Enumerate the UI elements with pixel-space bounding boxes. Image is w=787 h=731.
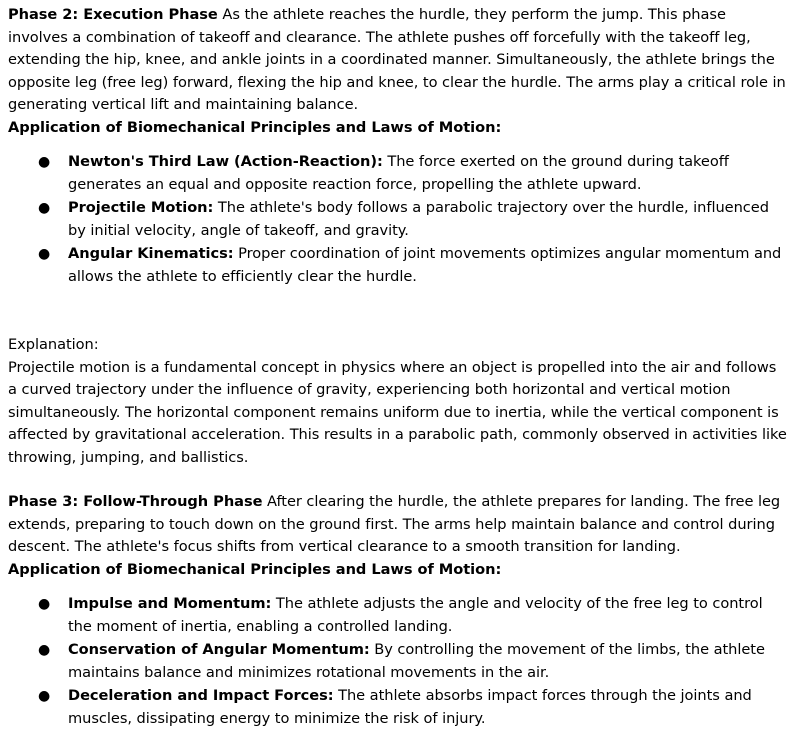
bullet-icon: ● — [38, 642, 51, 658]
list-item — [8, 685, 787, 730]
bullet-icon: ● — [38, 596, 51, 612]
phase2-paragraph — [8, 4, 787, 117]
phase3-application-heading: Application of Biomechanical Principles and Laws of Motion: — [8, 560, 502, 578]
list-item-text: The force exerted on the ground during takeoff generates an equal and opposite reaction force, propelling the athlete upward. — [68, 153, 729, 193]
list-item-text: The athlete's body follows a parabolic trajectory over the hurdle, influenced by initial velocity, angle of takeoff, and gravity. — [68, 199, 769, 239]
phase3-text: After clearing the hurdle, the athlete prepares for landing. The free leg extends, preparing to touch down on the ground first. The arms help maintain balance and control during descent. The athlete's focus shifts from vertical clearance to a smooth transition for landing. — [8, 493, 781, 555]
list-item-title: Conservation of Angular Momentum: — [68, 641, 370, 658]
bullet-icon: ● — [38, 154, 51, 170]
phase3-bullet-list — [8, 593, 787, 730]
bullet-icon: ● — [38, 246, 51, 262]
explanation-text: Projectile motion is a fundamental concept in physics where an object is propelled into the air and follows a curved trajectory under the influence of gravity, experiencing both horizontal and vertical motion simultaneously. The horizontal component remains uniform due to inertia, while the vertical component is affected by gravitational acceleration. This results in a parabolic path, commonly observed in activities like throwing, jumping, and ballistics. — [8, 358, 787, 466]
list-item-text: By controlling the movement of the limbs, the athlete maintains balance and minimizes rotational movements in the air. — [68, 641, 765, 681]
list-item-title: Projectile Motion: — [68, 199, 214, 216]
phase2-application-heading: Application of Biomechanical Principles and Laws of Motion: — [8, 118, 502, 136]
list-item — [8, 639, 787, 684]
list-item — [8, 243, 787, 288]
explanation-label: Explanation: — [8, 336, 99, 353]
spacer — [8, 139, 787, 151]
list-item — [8, 197, 787, 242]
phase2-heading: Phase 2: Execution Phase — [8, 6, 218, 23]
spacer — [8, 581, 787, 593]
list-item-title: Deceleration and Impact Forces: — [68, 687, 334, 704]
document-body — [8, 4, 787, 731]
list-item-title: Newton's Third Law (Action-Reaction): — [68, 153, 383, 170]
phase2-text: As the athlete reaches the hurdle, they perform the jump. This phase involves a combination of takeoff and clearance. The athlete pushes off forcefully with the takeoff leg, extending the hip, knee, and ankle joints in a coordinated manner. Simultaneously, the athlete brings the opposite leg (free leg) forward, flexing the hip and knee, to clear the hurdle. The arms play a critical role in generating vertical lift and maintaining balance. — [8, 6, 786, 113]
bullet-icon: ● — [38, 200, 51, 216]
list-item-text: The athlete adjusts the angle and velocity of the free leg to control the moment of inertia, enabling a controlled landing. — [68, 595, 763, 635]
list-item — [8, 151, 787, 196]
list-item-text: Proper coordination of joint movements optimizes angular momentum and allows the athlete to efficiently clear the hurdle. — [68, 245, 782, 285]
phase3-paragraph — [8, 491, 787, 559]
list-item-text: The athlete absorbs impact forces through the joints and muscles, dissipating energy to minimize the risk of injury. — [68, 687, 752, 727]
spacer — [8, 469, 787, 491]
spacer — [8, 289, 787, 334]
list-item-title: Angular Kinematics: — [68, 245, 234, 262]
list-item — [8, 593, 787, 638]
phase2-bullet-list — [8, 151, 787, 288]
list-item-title: Impulse and Momentum: — [68, 595, 272, 612]
phase3-heading: Phase 3: Follow-Through Phase — [8, 493, 263, 510]
bullet-icon: ● — [38, 688, 51, 704]
